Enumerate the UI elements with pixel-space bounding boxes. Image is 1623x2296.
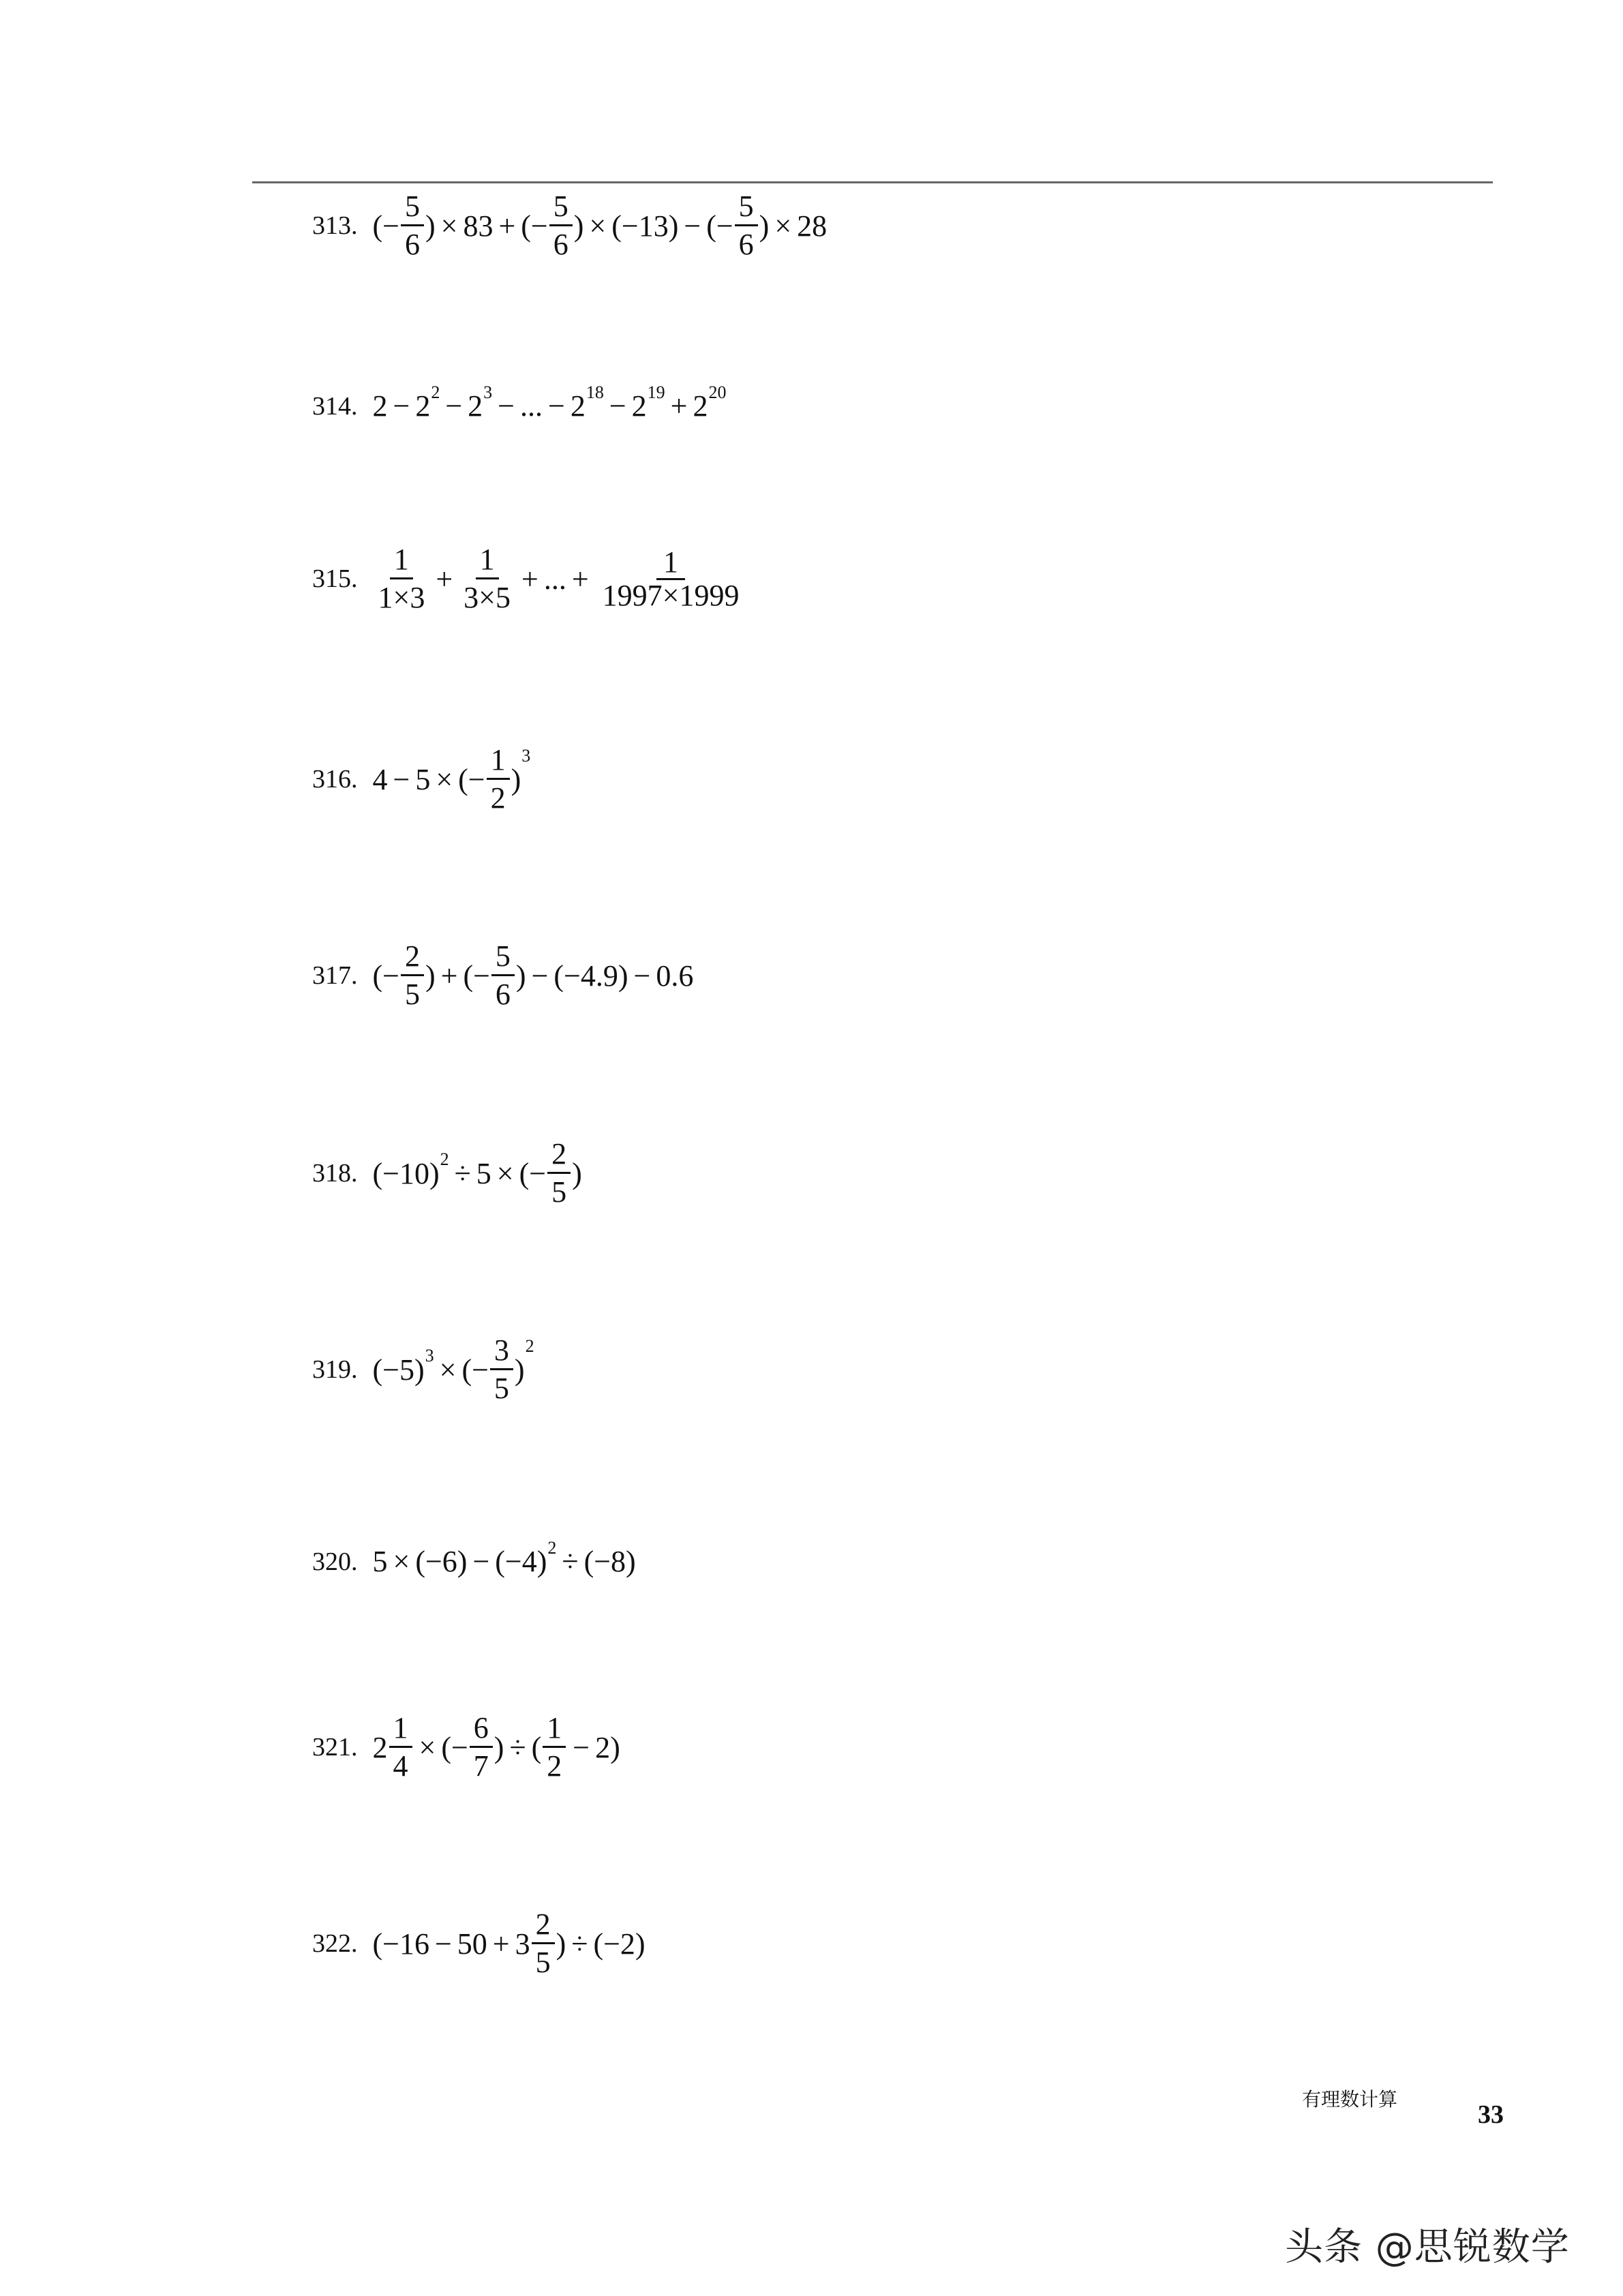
problem-number: 315. [312, 564, 358, 594]
math-expression: (− $\frac{2}{5}$ ) + (− $\frac{5}{6}$ ) − (−4.9) − 0.6 [372, 939, 694, 1012]
problem-321 [312, 1712, 620, 1782]
watermark: 头条 @思锐数学 [1285, 2225, 1570, 2269]
problem-316 [312, 744, 530, 814]
problem-318 [312, 1138, 582, 1208]
problem-number: 316. [312, 765, 358, 794]
problem-number: 314. [312, 391, 358, 421]
math-expression: (−16 − 50 + 3 $\frac{2}{5}$ ) ÷ (−2) [372, 1907, 646, 1980]
problem-number: 319. [312, 1355, 358, 1385]
math-expression: 5 × (−6) − (−4) $^2$ ÷ (−8) [372, 1537, 636, 1578]
problem-number: 313. [312, 211, 358, 241]
problem-313 [312, 191, 827, 260]
page-number: 33 [1478, 2100, 1504, 2129]
problem-319 [312, 1335, 534, 1404]
math-expression: $\frac{1}{1\times 3}$ + $\frac{1}{3\times 5}$ + ... + $\frac{1}{1997\times 1999}$ [378, 543, 740, 615]
header-rule [252, 181, 1493, 183]
problem-number: 322. [312, 1929, 358, 1959]
problem-320 [312, 1537, 636, 1579]
footer-section-label: 有理数计算 [1302, 2088, 1398, 2111]
problem-315 [312, 544, 747, 614]
problem-314 [312, 382, 727, 423]
problem-number: 321. [312, 1733, 358, 1762]
problem-number: 318. [312, 1159, 358, 1188]
math-expression: 2 − 2 $^2$ − 2 $^3$ − ... − 2 $^{18}$ − 2 $^{19}$ + 2 $^{20}$ [372, 382, 727, 423]
problem-number: 320. [312, 1547, 358, 1576]
math-expression: (−5) $^3$ × (− $\frac{3}{5}$ ) $^2$ [372, 1333, 534, 1406]
math-expression: (− $\frac{5}{6}$ ) × 83 + (− $\frac{5}{6}$ ) × (−13) − (− $\frac{5}{6}$ ) × 28 [372, 190, 828, 262]
problem-317 [312, 941, 693, 1010]
problem-322 [312, 1909, 646, 1978]
problem-number: 317. [312, 961, 358, 991]
math-expression: 2 $\frac{1}{4}$ × (− $\frac{6}{7}$ ) ÷ ( $\frac{1}{2}$ − 2) [372, 1711, 620, 1783]
math-expression: 4 − 5 × (− $\frac{1}{2}$ ) $^3$ [372, 743, 531, 815]
math-expression: (−10) $^2$ ÷ 5 × (− $\frac{2}{5}$ ) [372, 1137, 582, 1209]
